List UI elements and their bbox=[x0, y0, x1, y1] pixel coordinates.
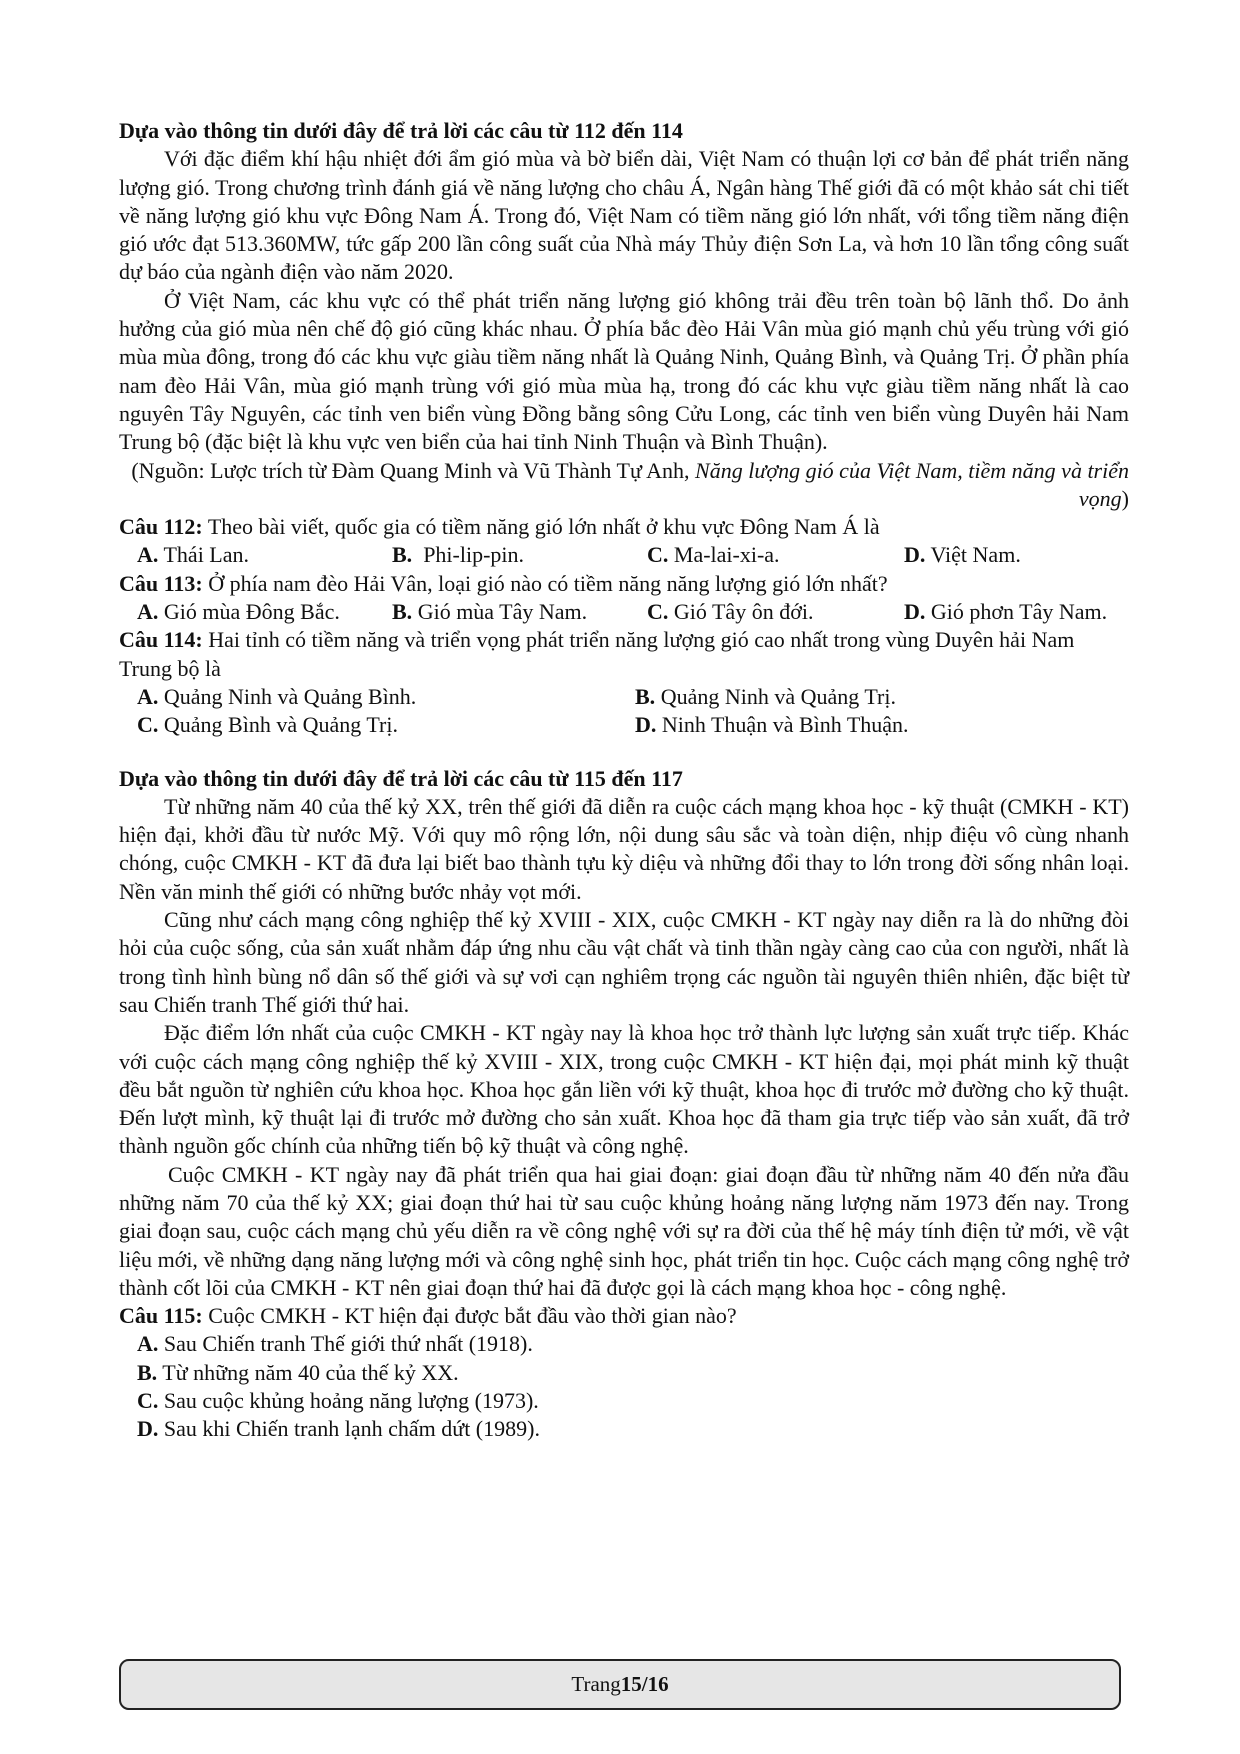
option-key: B. bbox=[392, 542, 413, 568]
option-text: Từ những năm 40 của thế kỷ XX. bbox=[157, 1359, 459, 1385]
option-c[interactable] bbox=[137, 711, 635, 739]
option-key: D. bbox=[137, 1416, 159, 1442]
page-content bbox=[119, 117, 1129, 1444]
option-b[interactable] bbox=[119, 1359, 1129, 1387]
option-text: Việt Nam. bbox=[925, 542, 1021, 568]
option-b[interactable] bbox=[635, 683, 1129, 711]
option-text: Gió mùa Đông Bắc. bbox=[158, 599, 340, 625]
option-key: B. bbox=[392, 599, 413, 625]
option-a[interactable] bbox=[137, 598, 392, 626]
question-text: Theo bài viết, quốc gia có tiềm năng gió lớn nhất ở khu vực Đông Nam Á là bbox=[202, 514, 880, 540]
option-key: D. bbox=[904, 599, 926, 625]
option-b[interactable] bbox=[392, 598, 647, 626]
option-d[interactable] bbox=[904, 541, 1129, 569]
question-label: Câu 112: bbox=[119, 514, 203, 540]
option-text: Thái Lan. bbox=[158, 542, 250, 568]
source-prefix: (Nguồn: Lược trích từ Đàm Quang Minh và Vũ Thành Tự Anh, bbox=[131, 457, 696, 483]
option-a[interactable] bbox=[119, 1330, 1129, 1358]
option-a[interactable] bbox=[137, 541, 392, 569]
passage-paragraph: Cũng như cách mạng công nghiệp thế kỷ XVIII - XIX, cuộc CMKH - KT ngày nay diễn ra là do những đòi hỏi của cuộc sống, của sản xuất nhằm đáp ứng nhu cầu vật chất và tinh thần ngày càng cao của con người, nhất là trong tình hình bùng nổ dân số thế giới và sự vơi cạn nghiêm trọng các nguồn tài nguyên thiên nhiên, đặc biệt từ sau Chiến tranh Thế giới thứ hai. bbox=[119, 907, 1129, 1017]
option-text: Ninh Thuận và Bình Thuận. bbox=[656, 712, 909, 738]
option-text: Gió mùa Tây Nam. bbox=[412, 599, 588, 625]
option-key: C. bbox=[647, 542, 669, 568]
question-text: Ở phía nam đèo Hải Vân, loại gió nào có tiềm năng năng lượng gió lớn nhất? bbox=[202, 570, 888, 596]
option-key: C. bbox=[647, 599, 669, 625]
option-key: C. bbox=[137, 1388, 159, 1414]
question-label: Câu 114: bbox=[119, 627, 203, 653]
option-key: A. bbox=[137, 1331, 159, 1357]
footer-prefix: Trang bbox=[571, 1672, 621, 1696]
question-label: Câu 113: bbox=[119, 570, 203, 596]
option-key: D. bbox=[904, 542, 926, 568]
option-text: Quảng Ninh và Quảng Trị. bbox=[655, 683, 896, 709]
options-112 bbox=[119, 541, 1129, 569]
option-c[interactable] bbox=[647, 541, 904, 569]
option-c[interactable] bbox=[119, 1387, 1129, 1415]
option-text: Sau Chiến tranh Thế giới thứ nhất (1918). bbox=[158, 1331, 533, 1357]
question-text: Cuộc CMKH - KT hiện đại được bắt đầu vào thời gian nào? bbox=[202, 1303, 737, 1329]
section-spacer bbox=[119, 740, 1129, 765]
question-114 bbox=[119, 626, 1129, 683]
question-115 bbox=[119, 1302, 1129, 1330]
option-key: B. bbox=[635, 683, 656, 709]
option-text: Gió phơn Tây Nam. bbox=[925, 599, 1108, 625]
section-heading-112-114: Dựa vào thông tin dưới đây để trả lời các câu từ 112 đến 114 bbox=[119, 118, 683, 143]
option-text: Sau cuộc khủng hoảng năng lượng (1973). bbox=[158, 1388, 539, 1414]
page-number: 15/16 bbox=[620, 1672, 669, 1696]
source-suffix: ) bbox=[1121, 485, 1129, 511]
option-key: B. bbox=[137, 1359, 158, 1385]
option-d[interactable] bbox=[635, 711, 1129, 739]
question-text: Hai tỉnh có tiềm năng và triển vọng phát triển năng lượng gió cao nhất trong vùng Duyên hải Nam Trung bộ là bbox=[119, 627, 1075, 681]
passage-paragraph: Với đặc điểm khí hậu nhiệt đới ẩm gió mùa và bờ biển dài, Việt Nam có thuận lợi cơ bản để phát triển năng lượng gió. Trong chương trình đánh giá về năng lượng cho châu Á, Ngân hàng Thế giới đã có một khảo sát chi tiết về năng lượng gió khu vực Đông Nam Á. Trong đó, Việt Nam có tiềm năng gió lớn nhất, với tổng tiềm năng điện gió ước đạt 513.360MW, tức gấp 200 lần công suất của Nhà máy Thủy điện Sơn La, và hơn 10 lần tổng công suất dự báo của ngành điện vào năm 2020. bbox=[119, 146, 1129, 285]
option-b[interactable] bbox=[392, 541, 647, 569]
passage-paragraph: Ở Việt Nam, các khu vực có thể phát triển năng lượng gió không trải đều trên toàn bộ lãnh thổ. Do ảnh hưởng của gió mùa nên chế độ gió cũng khác nhau. Ở phía bắc đèo Hải Vân mùa gió mạnh chủ yếu trùng với gió mùa mùa đông, trong đó các khu vực giàu tiềm năng nhất là Quảng Ninh, Quảng Bình, và Quảng Trị. Ở phần phía nam đèo Hải Vân, mùa gió mạnh trùng với gió mùa mùa hạ, trong đó các khu vực giàu tiềm năng nhất là cao nguyên Tây Nguyên, các tỉnh ven biển vùng Đồng bằng sông Cửu Long, các tỉnh ven biển vùng Duyên hải Nam Trung bộ (đặc biệt là khu vực ven biển của hai tỉnh Ninh Thuận và Bình Thuận). bbox=[119, 287, 1129, 455]
option-key: C. bbox=[137, 712, 159, 738]
question-113 bbox=[119, 570, 1129, 598]
question-112 bbox=[119, 513, 1129, 541]
source-citation bbox=[119, 457, 1129, 514]
option-text: Sau khi Chiến tranh lạnh chấm dứt (1989). bbox=[158, 1416, 540, 1442]
passage-paragraph: Cuộc CMKH - KT ngày nay đã phát triển qua hai giai đoạn: giai đoạn đầu từ những năm 40 đến nửa đầu những năm 70 của thế kỷ XX; giai đoạn thứ hai từ sau cuộc khủng hoảng năng lượng năm 1973 đến nay. Trong giai đoạn sau, cuộc cách mạng chủ yếu diễn ra về công nghệ với sự ra đời của thế hệ máy tính điện tử mới, về vật liệu mới, về những dạng năng lượng mới và công nghệ sinh học, phát triển tin học. Cuộc cách mạng công nghệ trở thành cốt lõi của CMKH - KT nên giai đoạn thứ hai đã được gọi là cách mạng khoa học - công nghệ. bbox=[119, 1161, 1129, 1300]
option-a[interactable] bbox=[137, 683, 635, 711]
option-key: A. bbox=[137, 683, 159, 709]
option-key: A. bbox=[137, 599, 159, 625]
option-text: Gió Tây ôn đới. bbox=[668, 599, 814, 625]
passage-paragraph: Đặc điểm lớn nhất của cuộc CMKH - KT ngày nay là khoa học trở thành lực lượng sản xuất trực tiếp. Khác với cuộc cách mạng công nghiệp thế kỷ XVIII - XIX, trong cuộc CMKH - KT hiện đại, mọi phát minh kỹ thuật đều bắt nguồn từ nghiên cứu khoa học. Khoa học gắn liền với kỹ thuật, khoa học đi trước mở đường cho kỹ thuật. Đến lượt mình, kỹ thuật lại đi trước mở đường cho sản xuất. Khoa học đã tham gia trực tiếp vào sản xuất, đã trở thành nguồn gốc chính của những tiến bộ kỹ thuật và công nghệ. bbox=[119, 1020, 1129, 1159]
option-key: A. bbox=[137, 542, 159, 568]
source-title: Năng lượng gió của Việt Nam, tiềm năng và triển vọng bbox=[695, 457, 1129, 511]
option-text: Quảng Ninh và Quảng Bình. bbox=[158, 683, 417, 709]
option-text: Phi-lip-pin. bbox=[412, 542, 525, 568]
option-d[interactable] bbox=[904, 598, 1129, 626]
options-114 bbox=[119, 683, 1129, 740]
page-footer bbox=[119, 1659, 1121, 1710]
option-c[interactable] bbox=[647, 598, 904, 626]
options-113 bbox=[119, 598, 1129, 626]
option-d[interactable] bbox=[119, 1415, 1129, 1443]
option-key: D. bbox=[635, 712, 657, 738]
question-label: Câu 115: bbox=[119, 1303, 203, 1329]
passage-paragraph: Từ những năm 40 của thế kỷ XX, trên thế giới đã diễn ra cuộc cách mạng khoa học - kỹ thuật (CMKH - KT) hiện đại, khởi đầu từ nước Mỹ. Với quy mô rộng lớn, nội dung sâu sắc và toàn diện, nhịp điệu vô cùng nhanh chóng, cuộc CMKH - KT đã đưa lại biết bao thành tựu kỳ diệu và những đổi thay to lớn trong đời sống nhân loại. Nền văn minh thế giới có những bước nhảy vọt mới. bbox=[119, 793, 1129, 904]
option-text: Ma-lai-xi-a. bbox=[668, 542, 780, 568]
section-heading-115-117: Dựa vào thông tin dưới đây để trả lời các câu từ 115 đến 117 bbox=[119, 765, 683, 791]
option-text: Quảng Bình và Quảng Trị. bbox=[158, 712, 398, 738]
